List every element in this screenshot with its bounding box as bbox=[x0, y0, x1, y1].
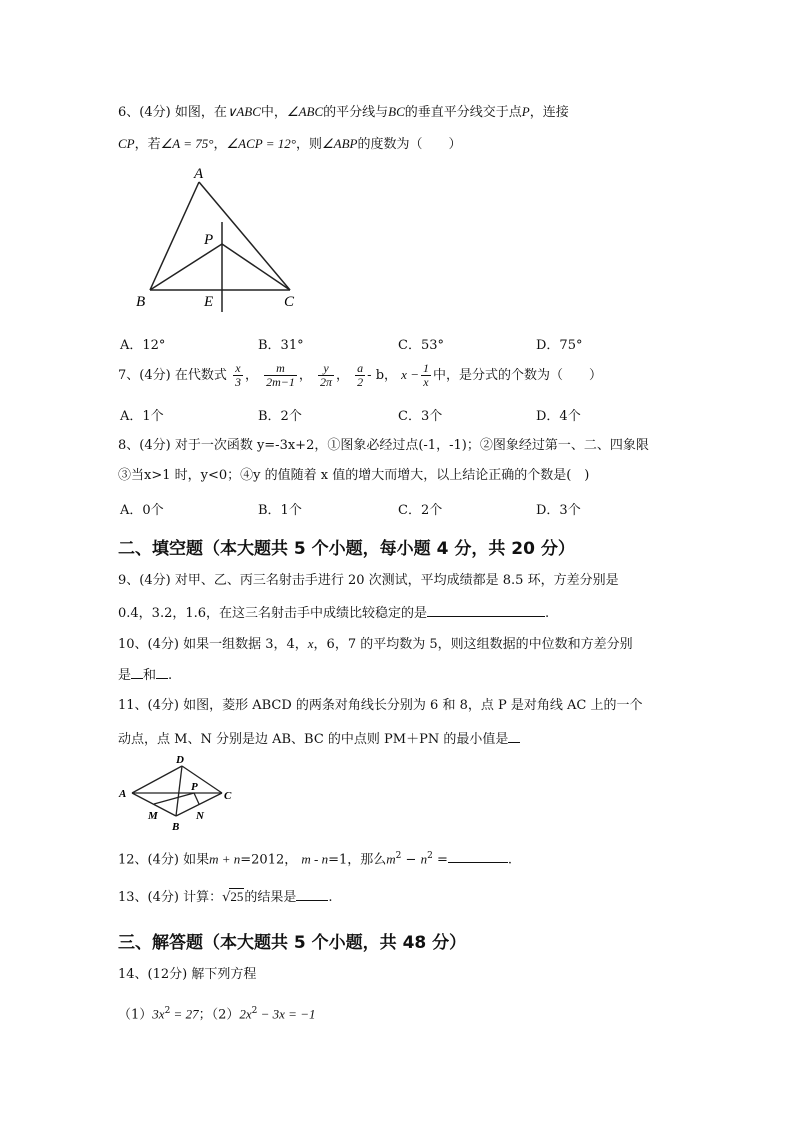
q10-line2: 是 和 . bbox=[118, 668, 173, 683]
q6-option-d: D．75° bbox=[536, 338, 583, 353]
q8-line1: 8、(4分) 对于一次函数 y=-3x+2，①图象必经过点(-1，-1)；②图象经过第一、二、四象限 bbox=[118, 438, 649, 453]
label-d: D bbox=[176, 754, 184, 766]
section-solve-title: 三、解答题（本大题共 5 个小题，共 48 分） bbox=[118, 933, 467, 953]
q7-option-c: C．3个 bbox=[398, 409, 443, 424]
q11-line1: 11、(4分) 如图，菱形 ABCD 的两条对角线长分别为 6 和 8，点 P 是对角线 AC 上的一个 bbox=[118, 698, 643, 713]
label-c: C bbox=[224, 790, 232, 802]
section-fill-in-title: 二、填空题（本大题共 5 个小题，每小题 4 分，共 20 分） bbox=[118, 539, 575, 559]
q6-line1: 6、(4分) 如图，在∨ABC中，∠ABC的平分线与BC的垂直平分线交于点P，连接 bbox=[118, 104, 569, 120]
q13-line: 13、(4分) 计算：√25的结果是 . bbox=[118, 889, 333, 905]
label-a: A bbox=[194, 166, 204, 182]
q6-triangle-figure bbox=[132, 160, 312, 320]
q11-rhombus-figure bbox=[116, 752, 246, 834]
q7-option-b: B．2个 bbox=[258, 409, 302, 424]
label-p: P bbox=[204, 232, 214, 248]
q13-answer-blank bbox=[296, 888, 328, 901]
q12-line: 12、(4分) 如果m + n=2012， m - n=1，那么$m^2 - n^2$ = . bbox=[118, 851, 512, 868]
label-e: E bbox=[204, 294, 214, 310]
label-n: N bbox=[196, 810, 204, 822]
q10-line1: 10、(4分) 如果一组数据 3，4，x，6，7 的平均数为 5，则这组数据的中位数和方差分别 bbox=[118, 636, 633, 652]
label-m: M bbox=[148, 810, 158, 822]
q8-option-c: C．2个 bbox=[398, 503, 443, 518]
label-b: B bbox=[172, 821, 180, 833]
q6-option-b: B．31° bbox=[258, 338, 304, 353]
q6-triangle: ∨ABC bbox=[226, 104, 261, 119]
label-b: B bbox=[136, 294, 146, 310]
label-p: P bbox=[191, 781, 198, 793]
sqrt-icon: √ bbox=[222, 890, 231, 905]
q8-option-b: B．1个 bbox=[258, 503, 302, 518]
q6-line2: CP，若∠A = 75°，∠ACP = 12°，则∠ABP的度数为（ ） bbox=[118, 136, 462, 152]
q12-answer-blank bbox=[448, 850, 508, 863]
q7-fraction-1: $\frac{x}{3}$ bbox=[234, 361, 241, 389]
q13-radicand: 25 bbox=[230, 889, 244, 904]
label-a: A bbox=[119, 788, 127, 800]
q8-line2: ③当x>1 时，y<0；④y 的值随着 x 值的增大而增大，以上结论正确的个数是( ) bbox=[118, 468, 590, 483]
q7-fraction-3: $\frac{y}{2\pi}$ bbox=[320, 361, 333, 389]
q9-answer-blank bbox=[427, 604, 545, 617]
q11-line2: 动点，点 M、N 分别是边 AB、BC 的中点则 PM＋PN 的最小值是 bbox=[118, 730, 520, 748]
q8-option-a: A．0个 bbox=[120, 503, 164, 518]
q8-option-d: D．3个 bbox=[536, 503, 581, 518]
q6-option-c: C．53° bbox=[398, 338, 444, 353]
label-c: C bbox=[284, 294, 295, 310]
q9-line2: 0.4，3.2，1.6，在这三名射击手中成绩比较稳定的是 . bbox=[118, 606, 550, 621]
q10-blank-median bbox=[131, 666, 143, 679]
q11-answer-blank bbox=[508, 730, 520, 743]
q7-line: 7、(4分) 在代数式 $\frac{x}{3}$ ， $\frac{m}{2m-1}$ ， $\frac{y}{2\pi}$ ， $\frac{a}{2}$ - b， x − $\frac{1}{x}$ 中，是分式的个数为（ ） bbox=[118, 361, 602, 389]
q7-option-a: A．1个 bbox=[120, 409, 164, 424]
q6-option-a: A．12° bbox=[120, 338, 166, 353]
q6-angle-abc: ∠ABC bbox=[286, 104, 324, 119]
q7-option-d: D．4个 bbox=[536, 409, 581, 424]
q14-line2: $(1)3x^2 = 27$；$(2)2x^2 - 3x = -1$ bbox=[118, 1006, 316, 1023]
q10-blank-variance bbox=[156, 666, 168, 679]
q7-fraction-5: $\frac{1}{x}$ bbox=[422, 361, 429, 389]
q14-line1: 14、(12分) 解下列方程 bbox=[118, 967, 257, 982]
q7-fraction-4: $\frac{a}{2}$ bbox=[357, 361, 364, 389]
q7-fraction-2: $\frac{m}{2m-1}$ bbox=[266, 361, 295, 389]
q9-line1: 9、(4分) 对甲、乙、丙三名射击手进行 20 次测试，平均成绩都是 8.5 环，方差分别是 bbox=[118, 573, 619, 588]
